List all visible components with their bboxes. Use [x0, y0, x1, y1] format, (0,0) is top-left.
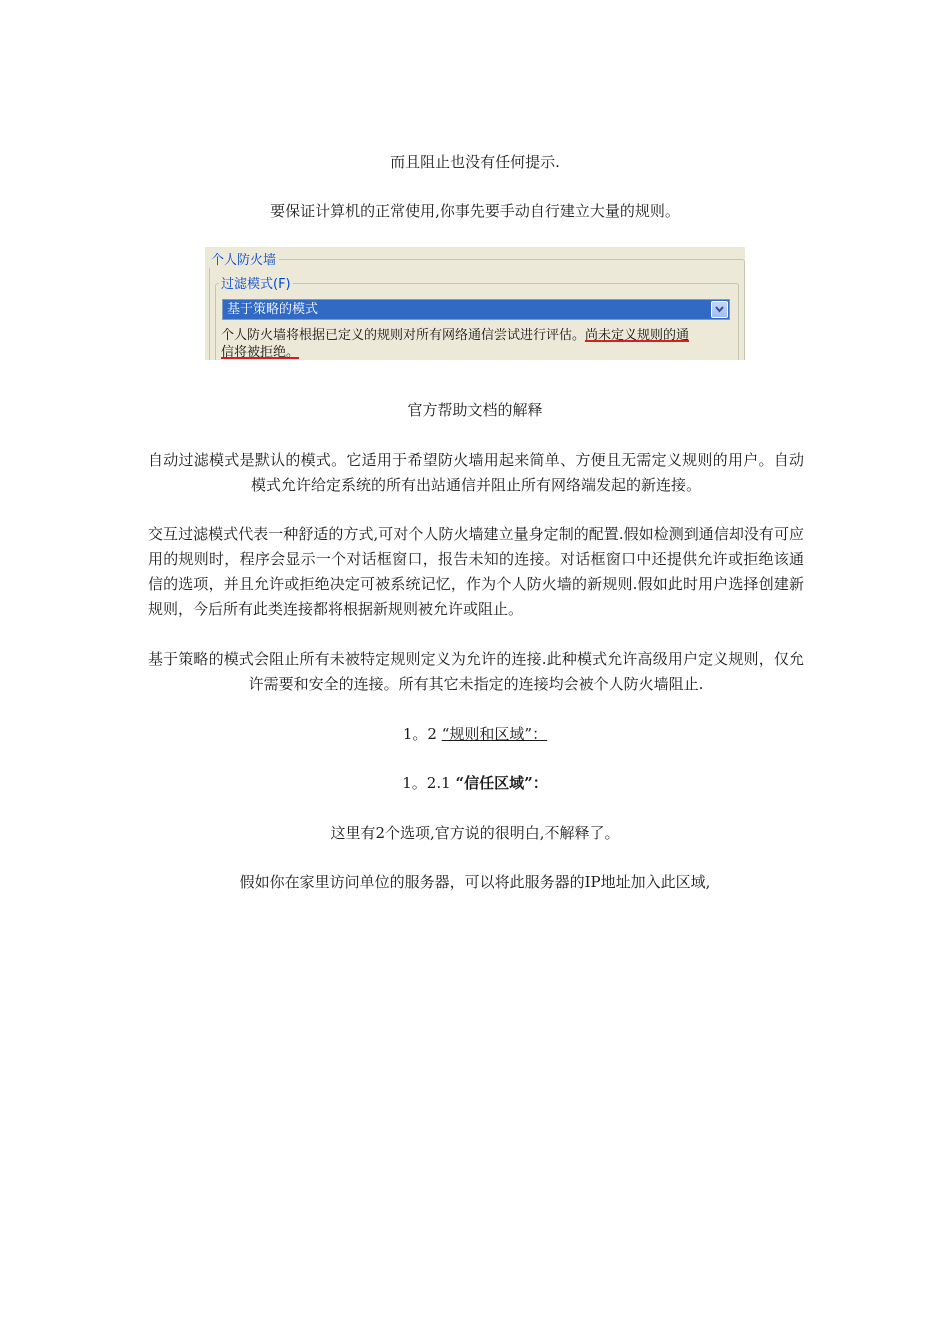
text-line-manual-rules: 要保证计算机的正常使用,你事先要手动自行建立大量的规则。 — [270, 202, 680, 220]
firewall-settings-screenshot — [205, 247, 745, 360]
caption-official-help: 官方帮助文档的解释 — [407, 401, 543, 419]
text-line-two-options: 这里有2个选项,官方说的很明白,不解释了。 — [330, 824, 620, 842]
dropdown-button[interactable] — [711, 301, 728, 318]
filter-mode-selected-value: 基于策略的模式 — [227, 302, 319, 317]
description-text: 个人防火墙将根据已定义的规则对所有网络通信尝试进行评估。 — [221, 328, 586, 343]
description-underlined-part1: 尚未定义规则的通 — [585, 328, 690, 343]
text-line-example-server: 假如你在家里访问单位的服务器，可以将此服务器的IP地址加入此区域, — [239, 873, 711, 891]
paragraph-auto-mode: 自动过滤模式是默认的模式。它适用于希望防火墙用起来简单、方便且无需定义规则的用户。自动模式允许给定系统的所有出站通信并阻止所有网络端发起的新连接。 — [148, 451, 804, 494]
section-heading-rules-zones — [0, 724, 950, 744]
text-line-no-prompt: 而且阻止也没有任何提示. — [390, 153, 560, 171]
subsection-title: “信任区域”： — [455, 774, 548, 792]
description-underlined-part2: 信将被拒绝。 — [221, 345, 300, 360]
paragraph-interactive-mode: 交互过滤模式代表一种舒适的方式,可对个人防火墙建立量身定制的配置.假如检测到通信却没有可应用的规则时，程序会显示一个对话框窗口，报告未知的连接。对话框窗口中还提供允许或拒绝该通信的选项，并且允许或拒绝决定可被系统记忆，作为个人防火墙的新规则.假如此时用户选择创建新规则，今后所有此类连接都将根据新规则被允许或阻止。 — [148, 525, 804, 618]
section-title: “规则和区域”： — [441, 725, 548, 743]
section-number: 1。2 — [402, 725, 437, 743]
paragraph-policy-mode: 基于策略的模式会阻止所有未被特定规则定义为允许的连接.此种模式允许高级用户定义规则，仅允许需要和安全的连接。所有其它未指定的连接均会被个人防火墙阻止. — [148, 650, 804, 693]
chevron-down-icon — [715, 306, 724, 313]
filter-mode-select[interactable] — [222, 299, 730, 320]
firewall-group-title: 个人防火墙 — [208, 249, 279, 268]
subsection-number: 1。2.1 — [402, 774, 451, 792]
filter-mode-description — [221, 327, 731, 360]
subsection-heading-trust-zone — [0, 773, 950, 793]
filter-mode-label: 过滤模式(F) — [219, 273, 293, 292]
